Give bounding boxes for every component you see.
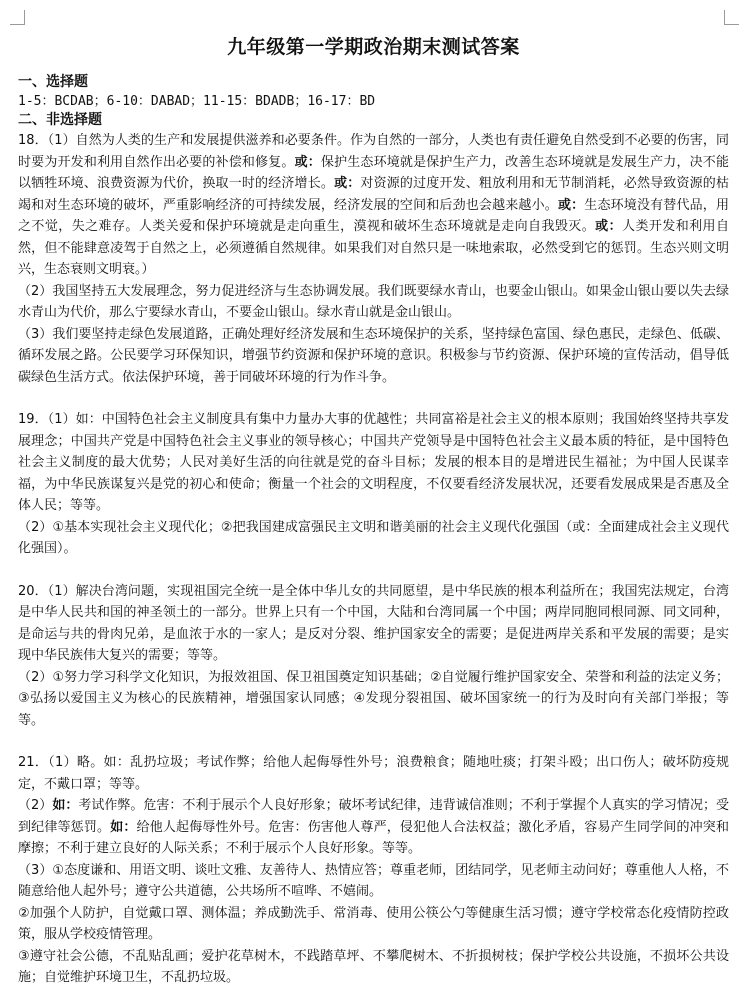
spacer — [18, 731, 729, 752]
page-corner-mark-right — [724, 10, 739, 25]
spacer — [18, 560, 729, 581]
document-page — [18, 32, 729, 989]
spacer — [18, 388, 729, 409]
q20-part1: 20．（1）解决台湾问题，实现祖国完全统一是全体中华儿女的共同愿望，是中华民族的根本利益所在；我国宪法规定，台湾是中华人民共和国的神圣领土的一部分。世界上只有一个中国，大陆和台湾同属一个中国；两岸同胞同根同源、同文同种，是命运与共的骨肉兄弟，是血浓于水的一家人；是反对分裂、维护国家安全的需要；是促进两岸关系和平发展的需要；是实现中华民族伟大复兴的需要；等等。 — [18, 583, 729, 663]
q21-part1: 21．（1）略。如：乱扔垃圾；考试作弊；给他人起侮辱性外号；浪费粮食；随地吐痰；打架斗殴；出口伤人；破坏防疫规定，不戴口罩；等等。 — [18, 755, 729, 792]
q19-part1: 19．（1）如：中国特色社会主义制度具有集中力量办大事的优越性；共同富裕是社会主义的根本原则；我国始终坚持共享发展理念；中国共产党是中国特色社会主义事业的领导核心；中国共产党领导是中国特色社会主义最本质的特征，是中国特色社会主义制度的最大优势；人民对美好生活的向往就是党的奋斗目标；发展的根本目的是增进民生福祉；为中国人民谋幸福，为中华民族谋复兴是党的初心和使命；衡量一个社会的文明程度，不仅要看经济发展状况，还要看发展成果是否惠及全体人民；等等。 — [18, 412, 729, 513]
choice-answers: 1-5：BCDAB；6-10：DABAD；11-15：BDADB；16-17：BD — [18, 94, 376, 109]
q20-part2: （2）①努力学习科学文化知识，为报效祖国、保卫祖国奠定知识基础；②自觉履行维护国家安全、荣誉和利益的法定义务；③弘扬以爱国主义为核心的民族精神，增强国家认同感；④发现分裂祖国、破坏国家统一的行为及时向有关部门举报；等等。 — [18, 669, 729, 728]
q19-part2: （2）①基本实现社会主义现代化；②把我国建成富强民主文明和谐美丽的社会主义现代化强国（或：全面建成社会主义现代化强国）。 — [18, 519, 729, 556]
page-corner-mark-left — [10, 10, 25, 25]
q21-part2: （2）如：考试作弊。危害：不利于展示个人良好形象；破坏考试纪律，违背诚信准则；不利于掌握个人真实的学习情况；受到纪律等惩罚。如：给他人起侮辱性外号。危害：伤害他人尊严，侵犯他人合法权益；激化矛盾，容易产生同学间的冲突和摩擦；不利于建立良好的人际关系；不利于展示个人良好形象。等等。 — [18, 798, 729, 856]
q18-part1: 18．（1）自然为人类的生产和发展提供滋养和必要条件。作为自然的一部分，人类也有责任避免自然受到不必要的伤害，同时要为开发和利用自然作出必要的补偿和修复。或：保护生态环境就是保护生产力，改善生态环境就是发展生产力，决不能以牺牲环境、浪费资源为代价，换取一时的经济增长。或：对资源的过度开发、粗放利用和无节制消耗，必然导致资源的枯竭和对生态环境的破坏，严重影响经济的可持续发展，经济发展的空间和后劲也会越来越小。或：生态环境没有替代品，用之不觉，失之难存。人类关爱和保护环境就是走向重生，漠视和破坏生态环境就是走向自我毁灭。或：人类开发和利用自然，但不能肆意凌驾于自然之上，必须遵循自然规律。如果我们对自然只是一味地索取，必然受到它的惩罚。生态兴则文明兴，生态衰则文明衰。） — [18, 133, 729, 277]
page-title: 九年级第一学期政治期末测试答案 — [227, 36, 520, 58]
section1-heading: 一、选择题 — [18, 74, 88, 90]
q18-part3: （3）我们要坚持走绿色发展道路，正确处理好经济发展和生态环境保护的关系，坚持绿色富国、绿色惠民，走绿色、低碳、循环发展之路。公民要学习环保知识，增强节约资源和保护环境的意识。积极参与节约资源、保护环境的宣传活动，倡导低碳绿色生活方式。依法保护环境，善于同破坏环境的行为作斗争。 — [18, 326, 729, 385]
q21-part3: （3）①态度谦和、用语文明、谈吐文雅、友善待人、热情应答；尊重老师，团结同学，见老师主动问好；尊重他人人格，不随意给他人起外号；遵守公共道德，公共场所不喧哗、不嬉闹。 — [18, 862, 729, 899]
q21-part5: ③遵守社会公德，不乱贴乱画；爱护花草树木，不践踏草坪、不攀爬树木、不折损树枝；保护学校公共设施，不损坏公共设施；自觉维护环境卫生，不乱扔垃圾。 — [18, 948, 729, 985]
q18-part2: （2）我国坚持五大发展理念，努力促进经济与生态协调发展。我们既要绿水青山，也要金山银山。如果金山银山要以失去绿水青山为代价，那么宁要绿水青山，不要金山银山。绿水青山就是金山银山。 — [18, 283, 729, 320]
q21-part4: ②加强个人防护，自觉戴口罩、测体温；养成勤洗手、常消毒、使用公筷公勺等健康生活习惯；遵守学校常态化疫情防控政策，服从学校疫情管理。 — [18, 905, 729, 942]
section2-heading: 二、非选择题 — [18, 112, 102, 128]
